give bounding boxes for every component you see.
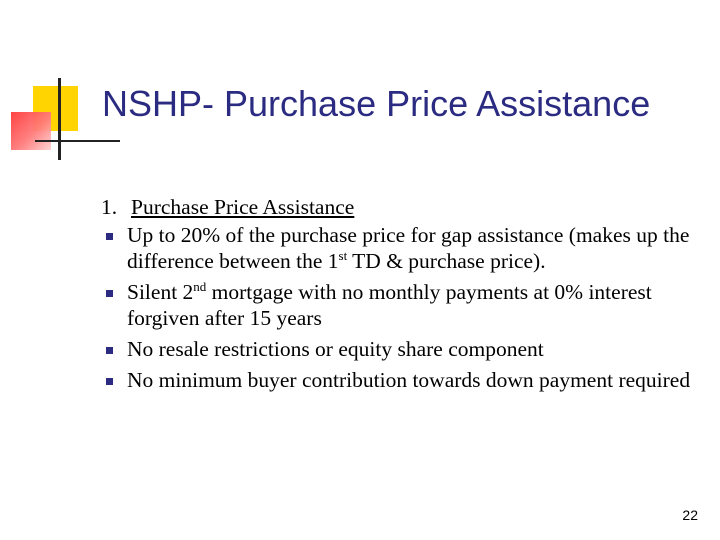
slide-logo-icon [0, 0, 110, 170]
section-number: 1. [101, 195, 118, 219]
bullet-text-part: mortgage with no monthly payments at 0% interest forgiven after 15 years [127, 280, 652, 330]
bullet-text: No minimum buyer contribution towards down payment required [127, 368, 691, 392]
list-item [101, 279, 701, 331]
logo-red-square [11, 112, 51, 150]
bullet-text [127, 222, 697, 274]
bullet-text [127, 279, 697, 331]
square-bullet-icon [106, 378, 113, 385]
square-bullet-icon [106, 290, 113, 297]
bullet-text-part: TD & purchase price). [347, 249, 546, 273]
bullet-list [101, 222, 701, 393]
bullet-text: No resale restrictions or equity share component [127, 337, 544, 361]
section-heading [101, 194, 701, 220]
section-heading-text: Purchase Price Assistance [131, 195, 355, 219]
list-item [101, 367, 701, 393]
list-item [101, 336, 701, 362]
square-bullet-icon [106, 347, 113, 354]
ordinal-superscript: nd [193, 278, 207, 294]
page-number: 22 [682, 507, 698, 523]
logo-horizontal-line [35, 140, 120, 142]
bullet-text-part: Silent 2 [127, 280, 194, 304]
list-item [101, 222, 701, 274]
square-bullet-icon [106, 233, 113, 240]
bullet-text-part: Up to 20% of the purchase price for gap assistance (makes up the difference between the 1 [127, 223, 690, 273]
slide-content [101, 194, 701, 393]
slide-title: NSHP- Purchase Price Assistance [102, 83, 651, 124]
ordinal-superscript: st [338, 247, 348, 263]
logo-vertical-line [58, 78, 61, 160]
